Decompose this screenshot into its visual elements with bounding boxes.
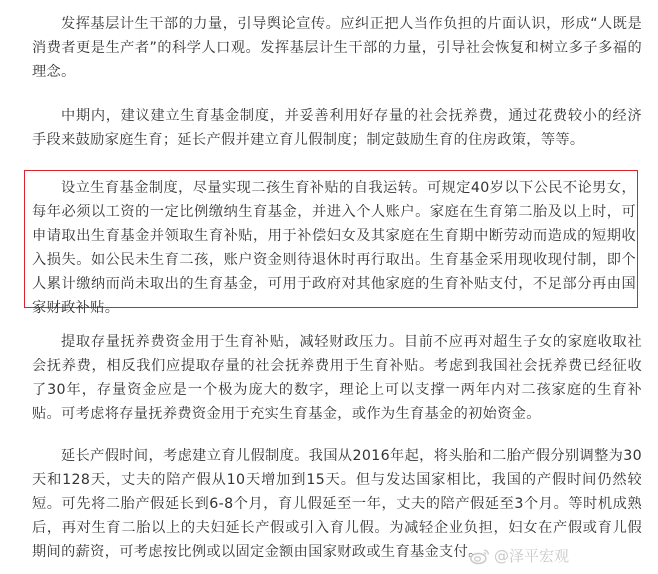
paragraph-fertility-fund: 设立生育基金制度，尽量实现二孩生育补贴的自我运转。可规定40岁以下公民不论男女，每年必须以工资的一定比例缴纳生育基金，并进入个人账户。家庭在生育第二胎及以上时，可申请取出生育基金并领取生育补贴，用于补偿妇女及其家庭在生育期中断劳动而造成的短期收入损失。如公民未生育二孩，账户资金则待退休时再行取出。生育基金采用现收现付制，即个人累计缴纳而尚未取出的生育基金，可用于政府对其他家庭的生育补贴支付，不足部分再由国家财政补贴。 (32, 180, 636, 316)
paragraph-grassroots-propaganda: 发挥基层计生干部的力量，引导舆论宣传。应纠正把人当作负担的片面认识，形成“人既是消费者更是生产者”的科学人口观。发挥基层计生干部的力量，引导社会恢复和树立多子多福的理念。 (32, 16, 642, 80)
paragraph-medium-term-proposals: 中期内，建议建立生育基金制度，并妥善利用好存量的社会抚养费，通过花费较小的经济手段来鼓励家庭生育；延长产假并建立育儿假制度；制定鼓励生育的住房政策，等等。 (32, 108, 642, 148)
paragraph-maternity-leave: 延长产假时间，考虑建立育儿假制度。我国从2016年起，将头胎和二胎产假分别调整为30天和128天，丈夫的陪产假从10天增加到15天。但与发达国家相比，我国的产假时间仍然较短。可先将二胎产假延长到6-8个月，育儿假延至一年，丈夫的陪产假延至3个月。等时机成熟后，再对生育二胎以上的夫妇延长产假或引入育儿假。为减轻企业负担，妇女在产假或育儿假期间的薪资，可考虑按比例或以固定金额由国家财政或生育基金支付。 (32, 448, 642, 560)
weibo-watermark (470, 545, 569, 566)
paragraph-social-maintenance-fee: 提取存量抚养费资金用于生育补贴，减轻财政压力。目前不应再对超生子女的家庭收取社会抚养费，相反我们应提取存量的社会抚养费用于生育补贴。考虑到我国社会抚养费已经征收了30年，存量资金应是一个极为庞大的数字，理论上可以支撑一两年内对二孩家庭的生育补贴。可考虑将存量抚养费资金用于充实生育基金，或作为生育基金的初始资金。 (32, 334, 642, 422)
watermark-text: @泽平宏观 (494, 547, 570, 565)
weibo-icon (470, 547, 490, 565)
